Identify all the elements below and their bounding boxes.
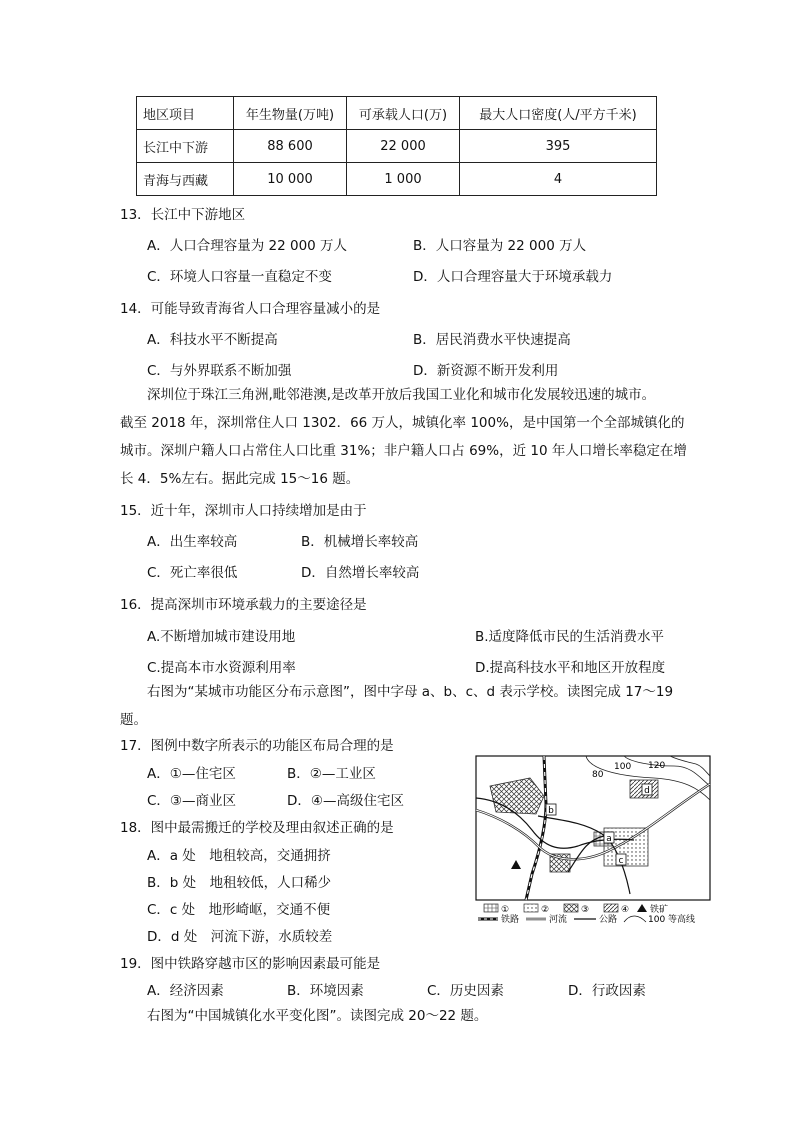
school-b-label: b bbox=[548, 806, 554, 816]
table-row bbox=[137, 130, 657, 163]
q19-option-a[interactable]: A．经济因素 bbox=[147, 983, 224, 999]
legend-zone-3: ③ bbox=[581, 905, 590, 915]
legend-zone-3-swatch bbox=[564, 904, 578, 912]
q18-option-b[interactable]: B．b 处 地租较低，人口稀少 bbox=[147, 875, 332, 891]
city-function-zone-map bbox=[474, 754, 712, 924]
passage-3-line: 右图为“中国城镇化水平变化图”。读图完成 20～22 题。 bbox=[147, 1008, 488, 1024]
q16-option-b[interactable]: B.适度降低市民的生活消费水平 bbox=[475, 629, 665, 645]
q16-option-c[interactable]: C.提高本市水资源利用率 bbox=[147, 660, 296, 676]
q15-option-d[interactable]: D．自然增长率较高 bbox=[301, 565, 420, 581]
question-16-stem: 16．提高深圳市环境承载力的主要途径是 bbox=[120, 597, 367, 613]
q18-option-a[interactable]: A．a 处 地租较高，交通拥挤 bbox=[147, 848, 331, 864]
legend-zone-4: ④ bbox=[621, 905, 630, 915]
q15-option-a[interactable]: A．出生率较高 bbox=[147, 534, 238, 550]
legend-zone-2: ② bbox=[541, 905, 550, 915]
q19-option-d[interactable]: D．行政因素 bbox=[568, 983, 646, 999]
q19-option-c[interactable]: C．历史因素 bbox=[427, 983, 504, 999]
q15-option-b[interactable]: B．机械增长率较高 bbox=[301, 534, 419, 550]
data-table bbox=[136, 96, 657, 196]
school-d-label: d bbox=[644, 786, 650, 796]
table-cell: 22 000 bbox=[347, 130, 460, 163]
q16-option-d[interactable]: D.提高科技水平和地区开放程度 bbox=[475, 660, 666, 676]
table-cell: 10 000 bbox=[234, 163, 347, 196]
question-18-stem: 18．图中最需搬迁的学校及理由叙述正确的是 bbox=[120, 820, 394, 836]
school-a-label: a bbox=[606, 834, 612, 844]
q14-option-b[interactable]: B．居民消费水平快速提高 bbox=[413, 332, 571, 348]
table-cell: 4 bbox=[460, 163, 657, 196]
q19-option-b[interactable]: B．环境因素 bbox=[287, 983, 364, 999]
table-header-cell: 最大人口密度(人/平方千米) bbox=[460, 97, 657, 130]
legend-zone-4-swatch bbox=[604, 904, 618, 912]
passage-1-line: 深圳位于珠江三角洲,毗邻港澳,是改革开放后我国工业化和城市化发展较迅速的城市。 bbox=[147, 387, 656, 403]
table-cell: 1 000 bbox=[347, 163, 460, 196]
q18-option-d[interactable]: D．d 处 河流下游，水质较差 bbox=[147, 929, 333, 945]
passage-2-line: 右图为“某城市功能区分布示意图”，图中字母 a、b、c、d 表示学校。读图完成 17～19 bbox=[147, 684, 674, 700]
q17-option-a[interactable]: A．①—住宅区 bbox=[147, 766, 236, 782]
q13-option-d[interactable]: D．人口合理容量大于环境承载力 bbox=[413, 269, 613, 285]
legend-contour: 100 等高线 bbox=[648, 915, 696, 924]
q13-option-a[interactable]: A．人口合理容量为 22 000 万人 bbox=[147, 238, 348, 254]
passage-1-line: 长 4．5%左右。据此完成 15～16 题。 bbox=[120, 471, 360, 487]
legend-railway: 铁路 bbox=[501, 915, 520, 924]
legend-contour-swatch bbox=[624, 916, 646, 922]
passage-2-line: 题。 bbox=[120, 712, 147, 728]
map-legend bbox=[478, 903, 695, 924]
table-header-cell: 可承载人口(万) bbox=[347, 97, 460, 130]
q17-option-b[interactable]: B．②—工业区 bbox=[287, 766, 376, 782]
q14-option-d[interactable]: D．新资源不断开发利用 bbox=[413, 363, 559, 379]
table-header-cell: 地区项目 bbox=[137, 97, 234, 130]
legend-zone-1-swatch bbox=[484, 904, 498, 912]
table-header-cell: 年生物量(万吨) bbox=[234, 97, 347, 130]
legend-river: 河流 bbox=[549, 915, 568, 924]
q17-option-d[interactable]: D．④—高级住宅区 bbox=[287, 793, 404, 809]
legend-zone-2-swatch bbox=[524, 904, 538, 912]
q18-option-c[interactable]: C．c 处 地形崎岖，交通不便 bbox=[147, 902, 331, 918]
passage-1-line: 截至 2018 年，深圳常住人口 1302．66 万人，城镇化率 100%，是中国第一个全部城镇化的 bbox=[120, 415, 685, 431]
table-cell: 青海与西藏 bbox=[137, 163, 234, 196]
legend-mine-icon bbox=[637, 904, 647, 912]
q16-option-a[interactable]: A.不断增加城市建设用地 bbox=[147, 629, 296, 645]
q15-option-c[interactable]: C．死亡率很低 bbox=[147, 565, 238, 581]
legend-road: 公路 bbox=[599, 915, 618, 924]
table-header-row bbox=[137, 97, 657, 130]
legend-zone-1: ① bbox=[501, 905, 510, 915]
q14-option-c[interactable]: C．与外界联系不断加强 bbox=[147, 363, 292, 379]
contour-label: 120 bbox=[648, 761, 666, 771]
table-row bbox=[137, 163, 657, 196]
table-cell: 88 600 bbox=[234, 130, 347, 163]
q13-option-c[interactable]: C．环境人口容量一直稳定不变 bbox=[147, 269, 332, 285]
q14-option-a[interactable]: A．科技水平不断提高 bbox=[147, 332, 278, 348]
question-13-stem: 13．长江中下游地区 bbox=[120, 207, 246, 223]
passage-1-line: 城市。深圳户籍人口占常住人口比重 31%；非户籍人口占 69%，近 10 年人口增长率稳定在增 bbox=[120, 443, 687, 459]
question-15-stem: 15．近十年，深圳市人口持续增加是由于 bbox=[120, 503, 367, 519]
q13-option-b[interactable]: B．人口容量为 22 000 万人 bbox=[413, 238, 587, 254]
q17-option-c[interactable]: C．③—商业区 bbox=[147, 793, 237, 809]
table-cell: 395 bbox=[460, 130, 657, 163]
contour-label: 80 bbox=[592, 770, 604, 780]
school-c-label: c bbox=[618, 856, 624, 866]
question-17-stem: 17．图例中数字所表示的功能区布局合理的是 bbox=[120, 738, 394, 754]
legend-mine: 铁矿 bbox=[650, 905, 669, 915]
question-14-stem: 14．可能导致青海省人口合理容量减小的是 bbox=[120, 301, 381, 317]
question-19-stem: 19．图中铁路穿越市区的影响因素最可能是 bbox=[120, 956, 381, 972]
contour-label: 100 bbox=[614, 762, 632, 772]
table-cell: 长江中下游 bbox=[137, 130, 234, 163]
